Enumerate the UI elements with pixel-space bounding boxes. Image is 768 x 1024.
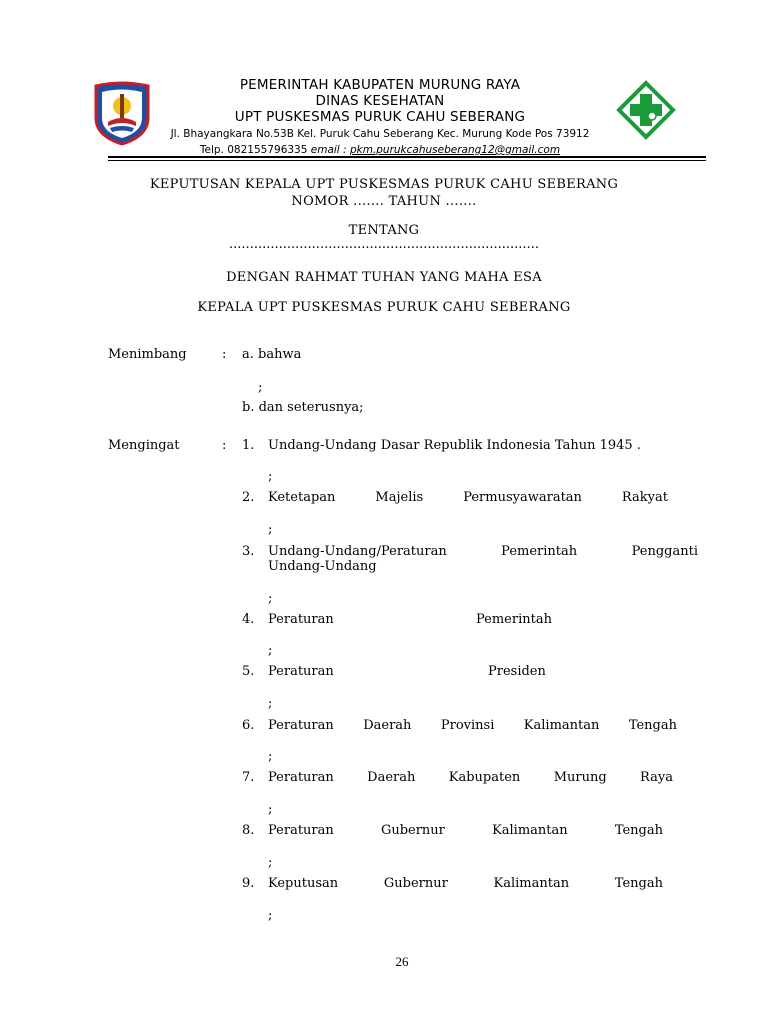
mengingat-word: Daerah [367, 770, 416, 785]
mengingat-word: Peraturan [268, 770, 334, 785]
header-address: Jl. Bhayangkara No.53B Kel. Puruk Cahu Seberang Kec. Murung Kode Pos 73912 [170, 128, 590, 140]
mengingat-item-number: 4. [242, 612, 255, 627]
mengingat-word: Murung [553, 770, 607, 785]
menimbang-colon: : [222, 347, 227, 362]
menimbang-item-a: a. bahwa [242, 347, 302, 362]
mengingat-word: Pengganti [631, 544, 698, 559]
header-government: PEMERINTAH KABUPATEN MURUNG RAYA [239, 77, 521, 93]
mengingat-item-text [268, 770, 673, 785]
header-email-link[interactable]: pkm.purukcahuseberang12@gmail.com [349, 144, 561, 156]
mengingat-item-number: 3. [242, 544, 255, 559]
mengingat-word: Presiden [488, 664, 546, 679]
letterhead-text [150, 77, 610, 158]
mengingat-colon: : [222, 438, 227, 453]
decree-number: NOMOR ....... TAHUN ....... [291, 194, 477, 209]
mengingat-word: Pemerintah [501, 544, 578, 559]
mengingat-word: Tengah [614, 876, 663, 891]
decree-title: KEPUTUSAN KEPALA UPT PUSKESMAS PURUK CAHU SEBERANG [149, 177, 619, 192]
kabupaten-emblem-icon [92, 80, 152, 146]
decree-about-dots: ........................................................................... [229, 237, 539, 252]
mengingat-semicolon: ; [268, 802, 273, 817]
header-unit: UPT PUSKESMAS PURUK CAHU SEBERANG [234, 109, 526, 125]
mengingat-word: Kalimantan [523, 718, 600, 733]
mengingat-item-number: 5. [242, 664, 255, 679]
mengingat-word: Peraturan [268, 718, 334, 733]
mengingat-word: Peraturan [268, 612, 334, 627]
mengingat-word: Kalimantan [492, 823, 568, 838]
letterhead-rule-thick [108, 156, 706, 158]
mengingat-word: Rakyat [621, 490, 668, 505]
mengingat-semicolon: ; [268, 908, 273, 923]
mengingat-word: Gubernur [380, 823, 445, 838]
menimbang-semicolon: ; [258, 380, 263, 395]
mengingat-item-number: 1. [242, 438, 255, 453]
mengingat-semicolon: ; [268, 696, 273, 711]
mengingat-semicolon: ; [268, 749, 273, 764]
mengingat-semicolon: ; [268, 643, 273, 658]
mengingat-label: Mengingat [108, 438, 180, 453]
mengingat-item-text [268, 718, 677, 733]
puskesmas-emblem-icon [616, 80, 676, 146]
mengingat-semicolon: ; [268, 469, 273, 484]
menimbang-label: Menimbang [108, 347, 187, 362]
mengingat-item-text [268, 876, 663, 891]
mengingat-word: Daerah [363, 718, 412, 733]
mengingat-item-text [268, 544, 698, 559]
header-phone: Telp. 082155796335 [199, 144, 308, 156]
mengingat-word: Kalimantan [493, 876, 570, 891]
mengingat-word: Peraturan [268, 823, 334, 838]
mengingat-word: Tengah [628, 718, 677, 733]
mengingat-word: Raya [640, 770, 673, 785]
mengingat-word: Majelis [375, 490, 424, 505]
header-email-label: email : [310, 144, 347, 156]
decree-about-label: TENTANG [348, 223, 420, 238]
letterhead [0, 0, 768, 170]
mengingat-word: Gubernur [383, 876, 448, 891]
mengingat-word: Ketetapan [268, 490, 336, 505]
mengingat-word: Kabupaten [448, 770, 521, 785]
mengingat-word: Undang-Undang/Peraturan [268, 544, 447, 559]
header-agency: DINAS KESEHATAN [315, 93, 445, 109]
mengingat-word: Tengah [614, 823, 663, 838]
mengingat-item-text [268, 490, 668, 505]
page-number: 26 [395, 954, 409, 969]
menimbang-item-b: b. dan seterusnya; [242, 400, 364, 415]
mengingat-item-number: 8. [242, 823, 255, 838]
mengingat-semicolon: ; [268, 855, 273, 870]
decree-kepala: KEPALA UPT PUSKESMAS PURUK CAHU SEBERANG [197, 300, 571, 315]
mengingat-item-number: 6. [242, 718, 255, 733]
mengingat-item-number: 2. [242, 490, 255, 505]
mengingat-semicolon: ; [268, 522, 273, 537]
mengingat-word: Provinsi [440, 718, 495, 733]
mengingat-item-text-line2: Undang-Undang [268, 559, 377, 574]
mengingat-item-number: 7. [242, 770, 255, 785]
mengingat-semicolon: ; [268, 591, 273, 606]
decree-rahmat: DENGAN RAHMAT TUHAN YANG MAHA ESA [226, 270, 542, 285]
mengingat-word: Permusyawaratan [463, 490, 582, 505]
mengingat-word: Pemerintah [476, 612, 552, 627]
mengingat-word: Peraturan [268, 664, 334, 679]
mengingat-item-text [268, 823, 663, 838]
mengingat-item-text: Undang-Undang Dasar Republik Indonesia Tahun 1945 . [268, 438, 641, 453]
letterhead-rule-thin [108, 160, 706, 161]
mengingat-word: Keputusan [268, 876, 339, 891]
mengingat-item-number: 9. [242, 876, 255, 891]
